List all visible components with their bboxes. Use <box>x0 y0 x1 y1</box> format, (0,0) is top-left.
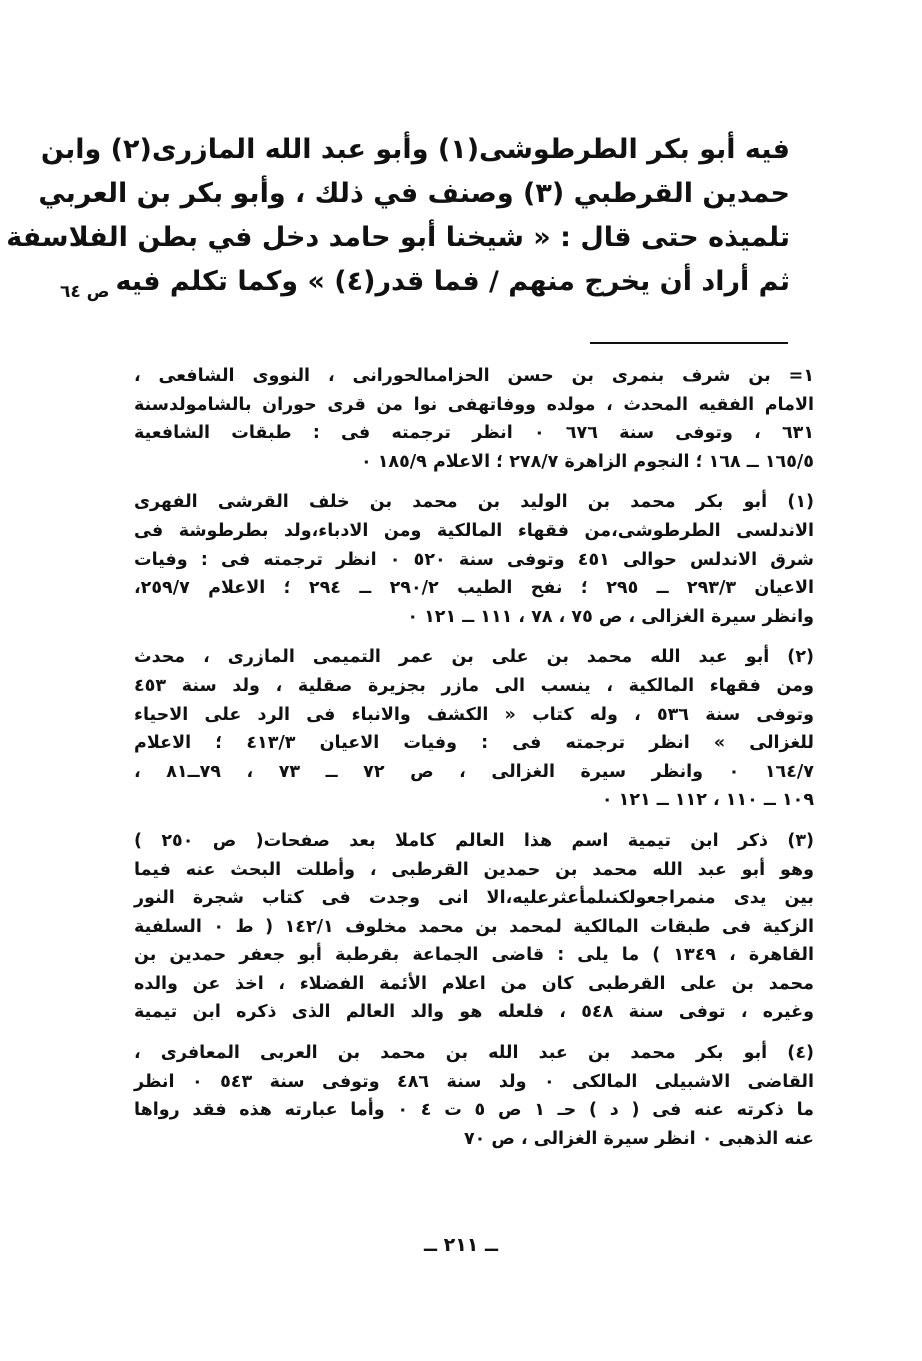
footnote-line: (٣) ذكر ابن تيمية اسم هذا العالم كاملا بعد صفحات( ص ٢٥٠ ) <box>134 830 815 851</box>
footnote-line: القاضى الاشبيلى المالكى ٠ ولد سنة ٤٨٦ وتوفى سنة ٥٤٣ ٠ انظر <box>134 1071 815 1092</box>
footnote-line: عنه الذهبى ٠ انظر سيرة الغزالى ، ص ٧٠ <box>463 1128 814 1149</box>
footnote-line: وتوفى سنة ٥٣٦ ، وله كتاب « الكشف والانباء فى الرد على الاحياء <box>134 704 814 725</box>
footnote-1 <box>134 488 814 631</box>
margin-page-reference: ص ٦٤ <box>60 282 110 302</box>
footnote-3 <box>134 827 814 1027</box>
footnote-4 <box>134 1039 814 1153</box>
footnote-line: ١٦٥/٥ ــ ١٦٨ ؛ النجوم الزاهرة ٢٧٨/٧ ؛ الاعلام ١٨٥/٩ ٠ <box>360 451 814 472</box>
footnote-line: (٤) أبو بكر محمد بن عبد الله بن محمد بن العربى المعافرى ، <box>134 1043 814 1064</box>
footnote-line: محمد بن على القرطبى كان من اعلام الأئمة الفضلاء ، اخذ عن والده <box>134 973 814 994</box>
footnote-line: الاندلسى الطرطوشى،من فقهاء المالكية ومن الادباء،ولد بطرطوشة فى <box>134 520 814 541</box>
footnote-line: الزكية فى طبقات المالكية لمحمد بن محمد مخلوف ١٤٢/١ ( ط ٠ السلفية <box>134 916 815 937</box>
footnote-line: ما ذكرته عنه فى ( د ) حـ ١ ص ٥ ت ٤ ٠ وأما عبارته هذه فقد رواها <box>134 1100 814 1121</box>
footnote-line: ومن فقهاء المالكية ، ينسب الى مازر بجزيرة صقلية ، ولد سنة ٤٥٣ <box>134 675 814 696</box>
footnote-line: القاهرة ، ١٣٤٩ ) ما يلى : قاضى الجماعة بقرطبة أبو جعفر حمدين بن <box>134 945 814 966</box>
footnote-separator <box>590 342 788 344</box>
footnote-line: (٢) أبو عبد الله محمد بن على بن عمر التميمى المازرى ، محدث <box>134 647 814 668</box>
footnote-line: ٦٣١ ، وتوفى سنة ٦٧٦ ٠ انظر ترجمته فى : طبقات الشافعية <box>134 423 814 444</box>
footnote-line: ١٦٤/٧ ٠ وانظر سيرة الغزالى ، ص ٧٢ ــ ٧٣ ، ٧٩ــ٨١ ، <box>134 761 814 782</box>
main-text-line: ثم أراد أن يخرج منهم / فما قدر(٤) » وكما تكلم فيه <box>115 266 790 297</box>
footnote-line: للغزالى » انظر ترجمته فى : وفيات الاعيان ٤١٣/٣ ؛ الاعلام <box>134 733 814 754</box>
footnote-line: شرق الاندلس حوالى ٤٥١ وتوفى سنة ٥٢٠ ٠ انظر ترجمته فى : وفيات <box>134 549 814 570</box>
footnote-line: الامام الفقيه المحدث ، مولده ووفاتهفى نوا من قرى حوران بالشامولدسنة <box>134 394 814 415</box>
footnote-2 <box>134 643 814 815</box>
footnote-line: وانظر سيرة الغزالى ، ص ٧٥ ، ٧٨ ، ١١١ ــ ١٢١ ٠ <box>407 606 814 627</box>
page-number: ــ ٢١١ ــ <box>423 1234 498 1256</box>
main-text-line: حمدين القرطبي (٣) وصنف في ذلك ، وأبو بكر بن العربي <box>38 178 790 209</box>
footnote-0 <box>134 362 814 476</box>
footnote-line: وهو أبو عبد الله محمد بن حمدين القرطبى ، وأطلت البحث عنه فيما <box>134 859 814 880</box>
main-text-line: فيه أبو بكر الطرطوشى(١) وأبو عبد الله المازرى(٢) وابن <box>40 134 790 165</box>
footnote-line: ١= بن شرف بنمرى بن حسن الحزامىالحورانى ، النووى الشافعى ، <box>134 366 814 386</box>
footnote-line: الاعيان ٢٩٣/٣ ــ ٢٩٥ ؛ نفح الطيب ٢٩٠/٢ ــ ٢٩٤ ؛ الاعلام ٢٥٩/٧، <box>134 578 815 599</box>
footnotes-block <box>134 362 814 1165</box>
footnote-line: (١) أبو بكر محمد بن الوليد بن محمد بن خلف القرشى الفهرى <box>134 492 814 513</box>
footnote-line: بين يدى منمراجعولكنىلمأعثرعليه،الا انى وجدت فى كتاب شجرة النور <box>134 888 814 909</box>
footnote-line: ١٠٩ ــ ١١٠ ، ١١٢ ــ ١٢١ ٠ <box>601 790 814 811</box>
footnote-line: وغيره ، توفى سنة ٥٤٨ ، فلعله هو والد العالم الذى ذكره ابن تيمية <box>134 1002 814 1023</box>
main-text-line: تلميذه حتى قال : « شيخنا أبو حامد دخل في بطن الفلاسفة <box>6 222 790 253</box>
